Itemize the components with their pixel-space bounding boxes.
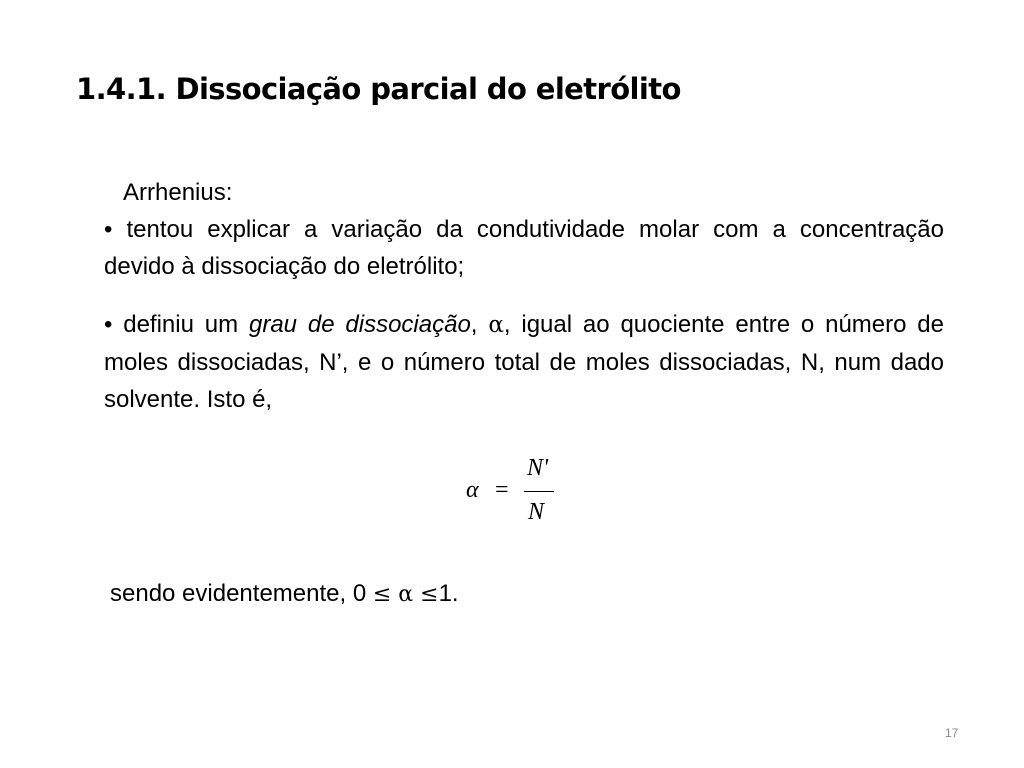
formula-denominator: N (528, 499, 545, 525)
condition-relation: ≤ α ≤ (372, 582, 439, 607)
bullet-paragraph-1: • tentou explicar a variação da condutividade molar com a concentração devido à dissociação do eletrólito; (104, 216, 944, 280)
condition-text: sendo evidentemente, 0 (110, 580, 373, 607)
bullet-2-rest: , igual ao quociente entre o número de moles dissociadas, N’, e o número total de moles dissociadas, N, num dado solvente. Isto é, (104, 311, 945, 413)
condition-end: 1. (438, 580, 459, 607)
formula-lhs: α (466, 477, 479, 503)
range-condition (110, 579, 459, 610)
bullet-paragraph-2 (104, 306, 944, 418)
bullet-2-separator: , (470, 311, 489, 338)
page-number: 17 (945, 726, 959, 740)
slide-title: 1.4.1. Dissociação parcial do eletrólito (76, 72, 681, 106)
formula-numerator: N' (527, 455, 549, 481)
fraction-bar (524, 491, 554, 492)
dissociation-formula (466, 452, 566, 532)
term-grau-de-dissociacao: grau de dissociação (248, 311, 471, 338)
formula-equals: = (495, 477, 509, 503)
alpha-symbol: α (488, 312, 504, 338)
intro-label: Arrhenius: (123, 179, 233, 206)
bullet-2-prefix: • definiu um (104, 311, 249, 338)
